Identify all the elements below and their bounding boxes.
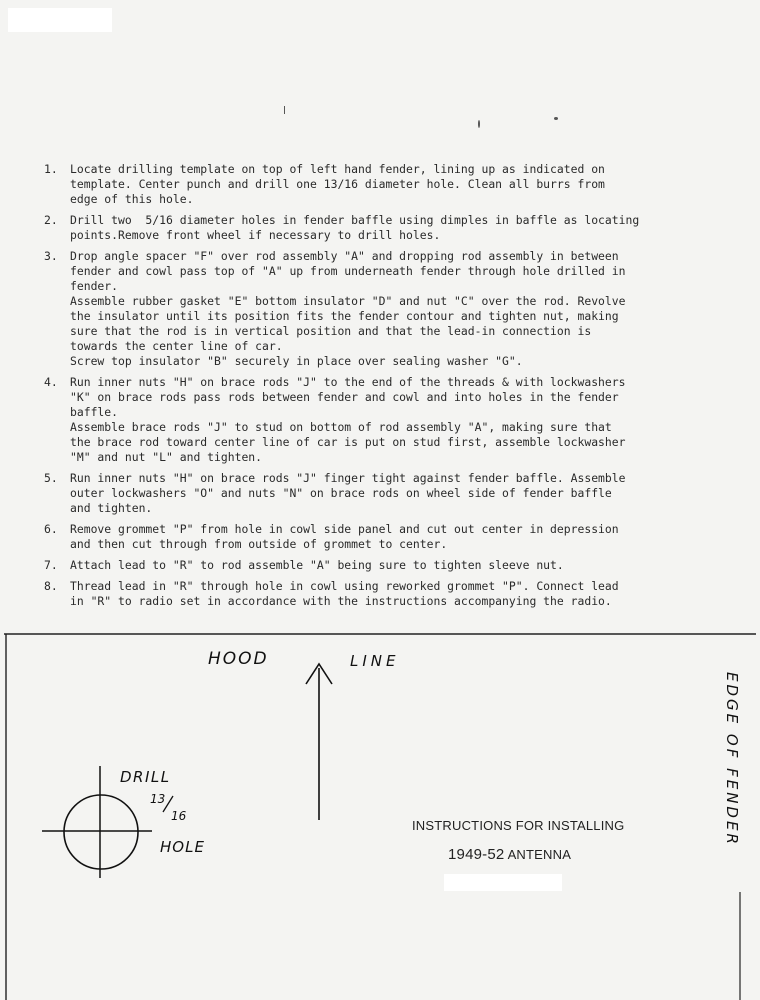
step-text-line: fender and cowl pass top of "A" up from underneath fender through hole drilled in (70, 264, 626, 278)
step-text-line: outer lockwashers "O" and nuts "N" on brace rods on wheel side of fender baffle (70, 486, 612, 500)
step-text-line: Locate drilling template on top of left hand fender, lining up as indicated on (70, 162, 605, 176)
step-text-line: and then cut through from outside of grommet to center. (70, 537, 448, 551)
step-text-line: Drill two 5/16 diameter holes in fender baffle using dimples in baffle as locating (70, 213, 640, 227)
hole-label: HOLE (160, 838, 205, 856)
step-text-line: edge of this hole. (70, 192, 194, 206)
step-number: 8. (44, 579, 58, 593)
fraction-denominator: 16 (171, 809, 187, 823)
step-number: 5. (44, 471, 58, 485)
step-number: 1. (44, 162, 58, 176)
step-text-line: in "R" to radio set in accordance with the instructions accompanying the radio. (70, 594, 612, 608)
step-number: 6. (44, 522, 58, 536)
step-text-line: Drop angle spacer "F" over rod assembly "A" and dropping rod assembly in between (70, 249, 619, 263)
step-text-line: towards the center line of car. (70, 339, 283, 353)
step-text-line: baffle. (70, 405, 119, 419)
step-text-line: template. Center punch and drill one 13/16 diameter hole. Clean all burrs from (70, 177, 605, 191)
step-text-line: Remove grommet "P" from hole in cowl side panel and cut out center in depression (70, 522, 619, 536)
step-text-line: Run inner nuts "H" on brace rods "J" to the end of the threads & with lockwashers (70, 375, 626, 389)
step-number: 7. (44, 558, 58, 572)
step-text-line: points.Remove front wheel if necessary to drill holes. (70, 228, 441, 242)
drill-label: DRILL (120, 768, 171, 786)
caption-antenna: ANTENNA (507, 847, 572, 862)
caption-line-2 (448, 846, 571, 863)
caption-line-1: INSTRUCTIONS FOR INSTALLING (412, 818, 625, 833)
step-text-line: Assemble rubber gasket "E" bottom insulator "D" and nut "C" over the rod. Revolve (70, 294, 626, 308)
step-text-line: the brace rod toward center line of car is put on stud first, assemble lockwasher (70, 435, 626, 449)
hood-label: HOOD (208, 649, 269, 669)
step-text-line: "M" and nut "L" and tighten. (70, 450, 263, 464)
step-text-line: sure that the rod is in vertical position and that the lead-in connection is (70, 324, 592, 338)
line-label: LINE (350, 652, 400, 670)
step-text-line: Attach lead to "R" to rod assemble "A" being sure to tighten sleeve nut. (70, 558, 564, 572)
step-text-line: and tighten. (70, 501, 153, 515)
step-number: 4. (44, 375, 58, 389)
step-text-line: Screw top insulator "B" securely in place over sealing washer "G". (70, 354, 523, 368)
step-number: 2. (44, 213, 58, 227)
step-text-line: the insulator until its position fits the fender contour and tighten nut, making (70, 309, 619, 323)
step-text-line: "K" on brace rods pass rods between fender and cowl and into holes in the fender (70, 390, 619, 404)
step-text-line: Run inner nuts "H" on brace rods "J" finger tight against fender baffle. Assemble (70, 471, 626, 485)
edge-of-fender-label: EDGE OF FENDER (723, 672, 741, 847)
drill-hole-circle (64, 795, 138, 869)
step-number: 3. (44, 249, 58, 263)
step-text-line: Thread lead in "R" through hole in cowl using reworked grommet "P". Connect lead (70, 579, 619, 593)
step-text-line: fender. (70, 279, 119, 293)
caption-year: 1949-52 (448, 846, 505, 863)
step-text-line: Assemble brace rods "J" to stud on bottom of rod assembly "A", making sure that (70, 420, 612, 434)
fraction-numerator: 13 (150, 792, 166, 806)
